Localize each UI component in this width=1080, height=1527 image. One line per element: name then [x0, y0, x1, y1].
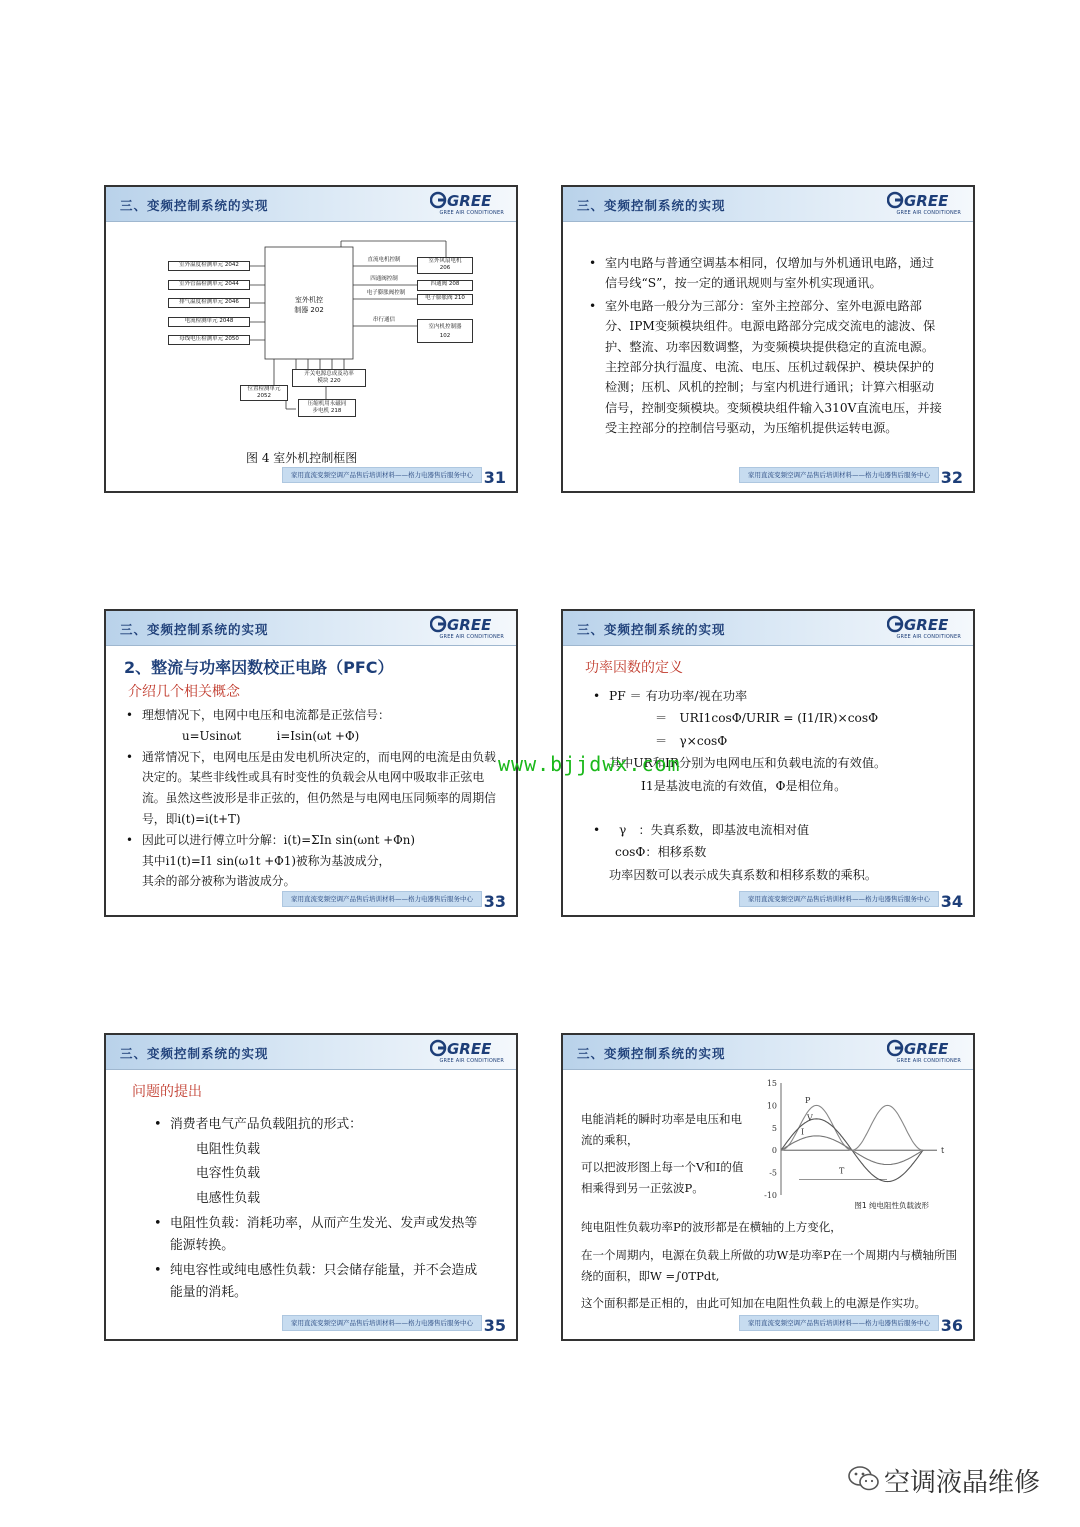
- para-instant-power: 电能消耗的瞬时功率是电压和电流的乘积，: [581, 1112, 742, 1147]
- load-capacitive: 电容性负载: [196, 1166, 260, 1182]
- output-box-fan-motor: 室外风扇电机 206: [417, 257, 473, 274]
- slide-header: [106, 611, 516, 646]
- distortion-factor: • γ ：失真系数，即基波电流相对值: [593, 819, 953, 841]
- slide-33: [104, 609, 518, 917]
- slide-footer: 家用直流变频空调产品售后培训材料——格力电器售后服务中心: [282, 891, 482, 907]
- output-box-indoor-controller: 室内机控制器 102: [417, 319, 473, 343]
- y-tick-label: 0: [771, 1146, 777, 1156]
- bullet-resistive: • 电阻性负载：消耗功率，从而产生发光、发声或发热等能源转换。: [154, 1213, 484, 1257]
- section-title: 三、变频控制系统的实现: [577, 1046, 726, 1061]
- slide-heading: 2、整流与功率因数校正电路（PFC）: [124, 658, 394, 677]
- figure-caption: 图 4 室外机控制框图: [246, 451, 358, 465]
- pf-where-1: 其中UR和IR分别为电网电压和负载电流的有效值。: [609, 756, 887, 771]
- slide-36: [561, 1033, 975, 1341]
- load-resistive: 电阻性负载: [196, 1141, 260, 1157]
- gree-logo-icon: [430, 615, 504, 633]
- gree-logo: [887, 615, 961, 641]
- slide-subheading: 介绍几个相关概念: [128, 684, 240, 700]
- compressor-motor-box: 压缩机用永磁同 步电机 218: [298, 399, 356, 417]
- bullet-outdoor-circuit: • 室外电路一般分为三部分：室外主控部分、室外电源电路部分、IPM变频模块组件。电源电路部分完成交流电的滤波、保护、整流、功率因数调整，为变频模块提供稳定的直流电源。主控部分执行温度、电流、电压、压机过载保护、模块保护的检测；压机、风机的控制；与室内机进行通讯；计算六相驱动信号，控制变频模块。变频模块组件输入310V直流电压，并接受主控部分的控制信号驱动，为压缩机提供运转电源。: [589, 296, 945, 439]
- para-work: 在一个周期内，电源在负载上所做的功W是功率P在一个周期内与横轴所围绕的面积，即W =∫0TPdt,: [581, 1248, 958, 1283]
- gree-logo: [430, 191, 504, 217]
- slide-body: [593, 685, 953, 886]
- output-label-expansion: 电子膨胀阀控制: [366, 290, 406, 296]
- fourier-line-3: 其余的部分被称为谐波成分。: [142, 874, 296, 889]
- pf-definition: • PF ＝ 有功功率/视在功率: [593, 685, 953, 707]
- wechat-icon: [848, 1464, 880, 1494]
- bullet-load-forms: • 消费者电气产品负载阻抗的形式：: [154, 1113, 484, 1138]
- logo-subtitle: GREE AIR CONDITIONER: [896, 210, 961, 216]
- brand-name: 空调液晶维修: [884, 1468, 1041, 1498]
- page-number: 32: [940, 468, 963, 487]
- logo-brand-text: GREE: [447, 616, 492, 633]
- input-box-exhaust-temp: 排气温度检测单元 2046: [168, 298, 250, 308]
- section-title: 三、变频控制系统的实现: [120, 622, 269, 637]
- logo-brand-text: GREE: [447, 192, 492, 209]
- slide-32: [561, 185, 975, 493]
- section-title: 三、变频控制系统的实现: [120, 1046, 269, 1061]
- spacer: [593, 797, 953, 819]
- logo-subtitle: GREE AIR CONDITIONER: [439, 210, 504, 216]
- section-title: 三、变频控制系统的实现: [577, 198, 726, 213]
- gree-logo: [430, 615, 504, 641]
- gree-logo: [887, 191, 961, 217]
- slide-header: [563, 187, 973, 222]
- slide-footer: 家用直流变频空调产品售后培训材料——格力电器售后服务中心: [739, 467, 939, 483]
- slide-body: [589, 253, 945, 439]
- logo-brand-text: GREE: [904, 192, 949, 209]
- page-number: 34: [940, 892, 963, 911]
- bullet-fourier: • 因此可以进行傅立叶分解：i(t)=ΣIn sin(ωnt +Φn): [126, 830, 504, 851]
- logo-subtitle: GREE AIR CONDITIONER: [896, 634, 961, 640]
- output-label-dc-motor: 直流电机控制: [367, 257, 401, 263]
- gree-logo: [430, 1039, 504, 1065]
- slide-header: [563, 1035, 973, 1070]
- gree-logo-icon: [430, 1039, 504, 1057]
- slide-footer: 家用直流变频空调产品售后培训材料——格力电器售后服务中心: [739, 1315, 939, 1331]
- slide-35: [104, 1033, 518, 1341]
- bullet-reactive: • 纯电容性或纯电感性负载：只会储存能量，并不会造成能量的消耗。: [154, 1260, 484, 1304]
- bullet-indoor-circuit: • 室内电路与普通空调基本相同，仅增加与外机通讯电路，通过信号线“S”，按一定的通讯规则与室外机实现通讯。: [589, 253, 945, 294]
- output-label-serial: 串行通信: [372, 317, 395, 323]
- formula-ui: u=Usinωt i=Isin(ωt +Φ): [182, 728, 360, 743]
- slide-header: [563, 611, 973, 646]
- pf-where-2: I1是基波电流的有效值，Φ是相位角。: [641, 778, 847, 793]
- logo-subtitle: GREE AIR CONDITIONER: [439, 1058, 504, 1064]
- logo-brand-text: GREE: [904, 616, 949, 633]
- input-box-current: 电流检测单元 2048: [168, 317, 250, 327]
- slide-heading: 问题的提出: [132, 1084, 202, 1100]
- section-title: 三、变频控制系统的实现: [120, 198, 269, 213]
- pf-formula-1: ＝ URI1cosΦ/URIR = (I1/IR)×cosΦ: [655, 711, 879, 726]
- logo-brand-text: GREE: [904, 1040, 949, 1057]
- watermark-url: www.bjjdwx.com: [498, 752, 681, 776]
- para-multiply: 可以把波形图上每一个V和I的值相乘得到另一正弦波P。: [581, 1160, 744, 1195]
- output-label-four-way: 四通阀控制: [370, 276, 398, 282]
- page-number: 33: [483, 892, 506, 911]
- slide-body: [154, 1113, 484, 1304]
- y-tick-label: -10: [764, 1191, 777, 1200]
- slide-header: [106, 1035, 516, 1070]
- gree-logo-icon: [887, 191, 961, 209]
- slide-footer: 家用直流变频空调产品售后培训材料——格力电器售后服务中心: [282, 1315, 482, 1331]
- input-box-outdoor-temp: 室外温度检测单元 2042: [168, 261, 250, 271]
- input-box-pipe-temp: 室外管温检测单元 2044: [168, 280, 250, 290]
- chart-caption: 图1 纯电阻性负载波形: [854, 1201, 929, 1210]
- page-number: 35: [483, 1316, 506, 1335]
- load-inductive: 电感性负载: [196, 1190, 260, 1206]
- slide-footer: 家用直流变频空调产品售后培训材料——格力电器售后服务中心: [282, 467, 482, 483]
- gree-logo-icon: [430, 191, 504, 209]
- x-axis-label: t: [941, 1146, 945, 1156]
- gree-logo-icon: [887, 615, 961, 633]
- y-tick-label: 15: [766, 1079, 777, 1088]
- y-tick-label: -5: [769, 1168, 777, 1178]
- logo-brand-text: GREE: [447, 1040, 492, 1057]
- logo-subtitle: GREE AIR CONDITIONER: [896, 1058, 961, 1064]
- page-number: 31: [483, 468, 506, 487]
- bullet-ideal: • 理想情况下，电网中电压和电流都是正弦信号：: [126, 705, 504, 726]
- slide-31: [104, 185, 518, 493]
- gree-logo-icon: [887, 1039, 961, 1057]
- para-resistive-wave: 纯电阻性负载功率P的波形都是在横轴的上方变化，: [581, 1220, 842, 1234]
- series-label-i: I: [801, 1127, 805, 1137]
- slide-footer: 家用直流变频空调产品售后培训材料——格力电器售后服务中心: [739, 891, 939, 907]
- fourier-line-2: 其中i1(t)=I1 sin(ω1t +Φ1)被称为基波成分，: [142, 853, 391, 868]
- slide-heading: 功率因数的定义: [585, 660, 683, 676]
- control-block-diagram: [179, 233, 482, 423]
- displacement-factor: cosΦ：相移系数: [615, 845, 707, 860]
- y-tick-label: 5: [771, 1123, 777, 1133]
- pf-product: 功率因数可以表示成失真系数和相移系数的乘积。: [609, 867, 878, 882]
- pf-formula-2: ＝ γ×cosΦ: [655, 733, 728, 748]
- bullet-usual: • 通常情况下，电网电压是由发电机所决定的，而电网的电流是由负载决定的。某些非线性或具有时变性的负载会从电网中吸取非正弦电流。虽然这些波形是非正弦的，但仍然是与电网电压同频率的周期信号，即i(t)=i(t+T): [126, 747, 504, 830]
- y-tick-label: 10: [766, 1101, 777, 1111]
- period-label: T: [839, 1166, 845, 1176]
- position-detect-box: 位置检测单元 2052: [240, 385, 288, 401]
- slide-body: [126, 705, 504, 892]
- controller-box: 室外机控 制器 202: [294, 296, 324, 314]
- logo-subtitle: GREE AIR CONDITIONER: [439, 634, 504, 640]
- para-real-power: 这个面积都是正相的，由此可知加在电阻性负载上的电源是作实功。: [581, 1296, 926, 1310]
- page-number: 36: [940, 1316, 963, 1335]
- output-box-expansion-valve: 电子膨胀阀 210: [417, 294, 473, 305]
- slide-header: [106, 187, 516, 222]
- series-label-p: P: [805, 1096, 811, 1106]
- waveform-chart: [759, 1077, 949, 1217]
- series-label-v: V: [807, 1113, 813, 1123]
- section-title: 三、变频控制系统的实现: [577, 622, 726, 637]
- power-module-box: 开关电源总成及功率 模块 220: [292, 369, 366, 387]
- input-box-bus-voltage: 母线电压检测单元 2050: [168, 335, 250, 345]
- output-box-four-way-valve: 四通阀 208: [417, 280, 473, 291]
- gree-logo: [887, 1039, 961, 1065]
